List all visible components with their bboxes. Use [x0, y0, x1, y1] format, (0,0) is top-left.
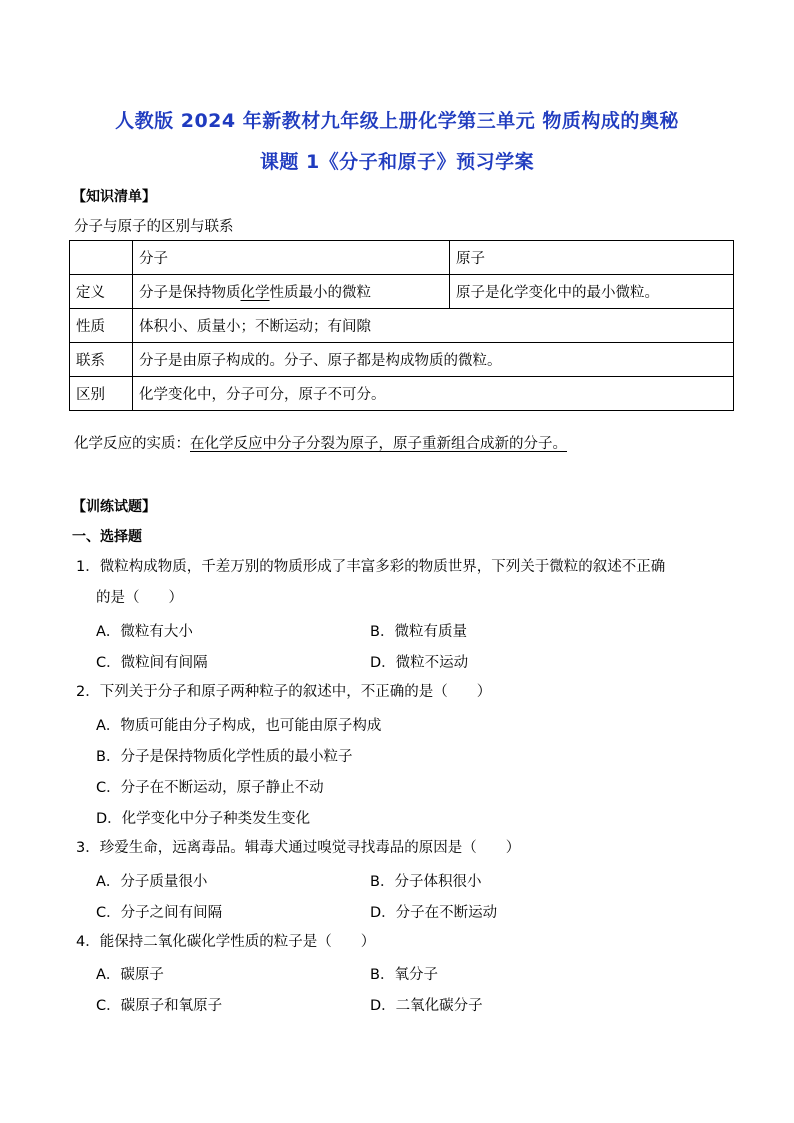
question-4: 4．能保持二氧化碳化学性质的粒子是（ ） — [76, 934, 376, 950]
option: A．微粒有大小 — [96, 624, 193, 640]
row-text: 分子是由原子构成的。分子、原子都是构成物质的微粒。 — [133, 343, 734, 377]
option: C．分子之间有间隔 — [96, 905, 223, 921]
option: B．分子是保持物质化学性质的最小粒子 — [96, 749, 353, 765]
atom-definition: 原子是化学变化中的最小微粒。 — [450, 275, 734, 309]
table-header-molecule: 分子 — [133, 241, 450, 275]
option: B．分子体积很小 — [370, 874, 482, 890]
option: A．分子质量很小 — [96, 874, 208, 890]
option: D．化学变化中分子种类发生变化 — [96, 811, 311, 827]
option: B．氧分子 — [370, 967, 438, 983]
table-row — [70, 343, 734, 377]
table-cell — [70, 241, 133, 275]
option: D．微粒不运动 — [370, 655, 469, 671]
row-text: 体积小、质量小；不断运动；有间隙 — [133, 309, 734, 343]
knowledge-header: 【知识清单】 — [72, 189, 156, 205]
document-subtitle: 课题 1《分子和原子》预习学案 — [259, 151, 535, 173]
knowledge-subtitle: 分子与原子的区别与联系 — [74, 219, 234, 235]
reaction-essence: 化学反应的实质：在化学反应中分子分裂为原子，原子重新组合成新的分子。 — [74, 436, 567, 452]
section-multiple-choice: 一、选择题 — [72, 529, 142, 545]
table-header-row — [70, 241, 734, 275]
row-label: 区别 — [70, 377, 133, 411]
table-row — [70, 275, 734, 309]
knowledge-table — [69, 240, 734, 411]
option: C．微粒间有间隔 — [96, 655, 208, 671]
row-label: 定义 — [70, 275, 133, 309]
practice-header: 【训练试题】 — [72, 499, 156, 515]
question-1: 1．微粒构成物质，千差万别的物质形成了丰富多彩的物质世界，下列关于微粒的叙述不正确 — [76, 559, 666, 575]
question-3: 3．珍爱生命，远离毒品。辑毒犬通过嗅觉寻找毒品的原因是（ ） — [76, 840, 521, 856]
row-label: 联系 — [70, 343, 133, 377]
option: C．分子在不断运动，原子静止不动 — [96, 780, 324, 796]
reaction-answer: 在化学反应中分子分裂为原子，原子重新组合成新的分子。 — [190, 436, 567, 452]
question-1-cont: 的是（ ） — [96, 590, 183, 606]
option: D．分子在不断运动 — [370, 905, 498, 921]
question-2: 2．下列关于分子和原子两种粒子的叙述中，不正确的是（ ） — [76, 684, 492, 700]
row-text: 化学变化中，分子可分，原子不可分。 — [133, 377, 734, 411]
option: D．二氧化碳分子 — [370, 998, 483, 1014]
molecule-definition: 分子是保持物质化学性质最小的微粒 — [133, 275, 450, 309]
table-row — [70, 309, 734, 343]
row-label: 性质 — [70, 309, 133, 343]
option: A．物质可能由分子构成，也可能由原子构成 — [96, 718, 382, 734]
document-title: 人教版 2024 年新教材九年级上册化学第三单元 物质构成的奥秘 — [115, 110, 679, 132]
option: C．碳原子和氧原子 — [96, 998, 223, 1014]
option: B．微粒有质量 — [370, 624, 467, 640]
option: A．碳原子 — [96, 967, 164, 983]
underlined-term: 化学 — [240, 285, 270, 301]
table-header-atom: 原子 — [450, 241, 734, 275]
table-row — [70, 377, 734, 411]
